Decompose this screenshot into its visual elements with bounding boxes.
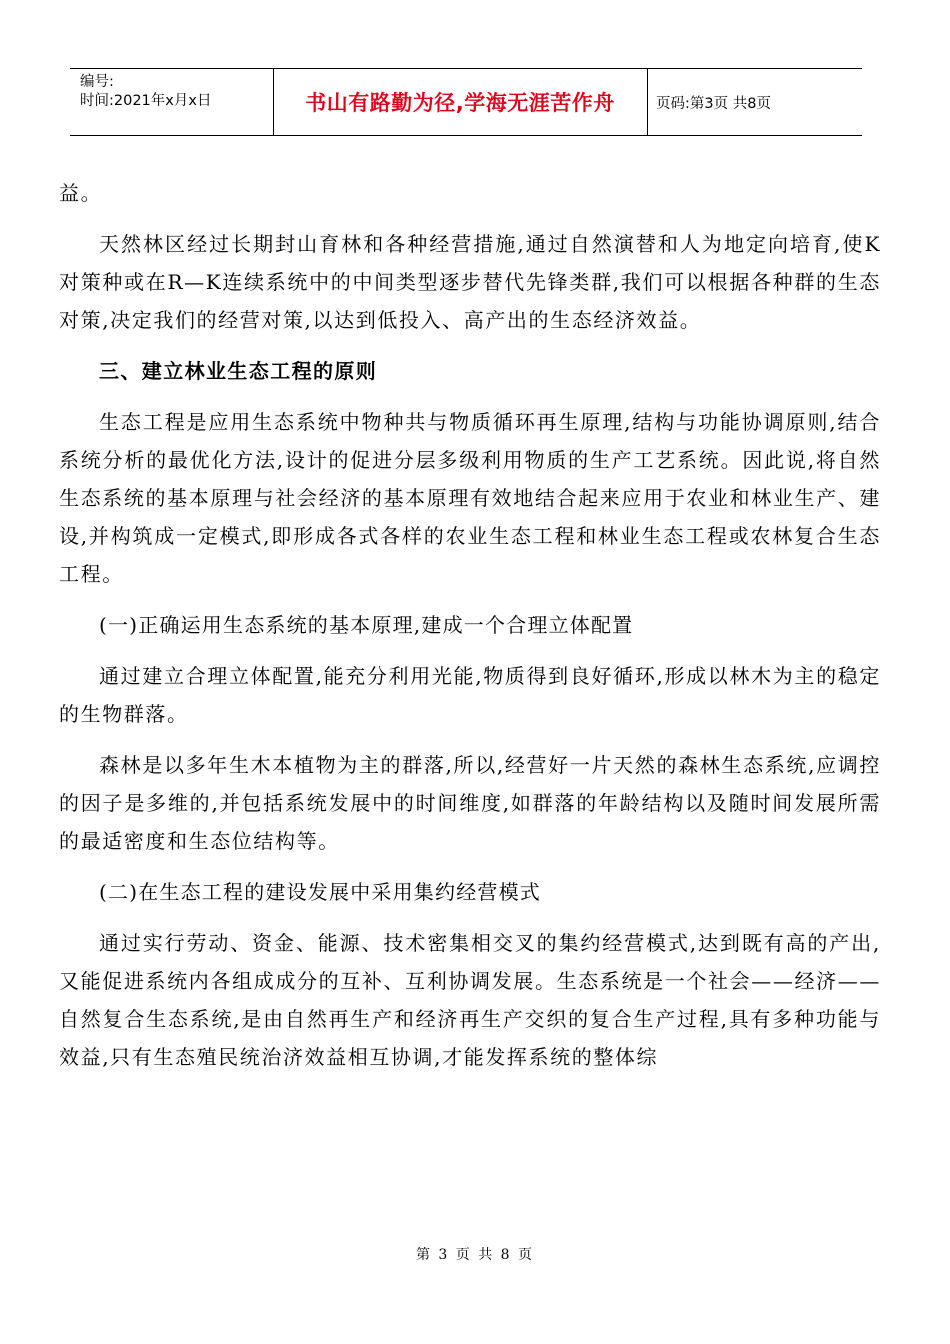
paragraph: 益。 (59, 181, 103, 205)
document-time-label: 时间:2021年x月x日 (80, 93, 212, 109)
page-footer: 第 3 页 共 8 页 (415, 1247, 535, 1263)
paragraph: 生态工程是应用生态系统中物种共与物质循环再生原理,结构与功能协调原则,结合系统分析的最优化方法,设计的促进分层多级利用物质的生产工艺系统。因此说,将自然生态系统的基本原理与社会经济的基本原理有效地结合起来应用于农业和林业生产、建设,并构筑成一定模式,即形成各式各样的农业生态工程和林业生态工程或农林复合生态工程。 (59, 410, 881, 586)
paragraph: 通过建立合理立体配置,能充分利用光能,物质得到良好循环,形成以林木为主的稳定的生物群落。 (59, 664, 881, 726)
header-page-info: 页码:第3页 共8页 (656, 95, 771, 112)
document-body (59, 174, 881, 1089)
section-heading: 三、建立林业生态工程的原则 (99, 359, 378, 383)
header-motto: 书山有路勤为径,学海无涯苦作舟 (305, 91, 615, 115)
subsection-heading: (一)正确运用生态系统的基本原理,建成一个合理立体配置 (99, 613, 634, 637)
subsection-heading: (二)在生态工程的建设发展中采用集约经营模式 (99, 880, 542, 904)
paragraph: 天然林区经过长期封山育林和各种经营措施,通过自然演替和人为地定向培育,使K对策种或在R—K连续系统中的中间类型逐步替代先锋类群,我们可以根据各种群的生态对策,决定我们的经营对策,以达到低投入、高产出的生态经济效益。 (59, 232, 881, 332)
header-meta (80, 73, 211, 111)
page-header (70, 68, 862, 136)
paragraph: 森林是以多年生木本植物为主的群落,所以,经营好一片天然的森林生态系统,应调控的因子是多维的,并包括系统发展中的时间维度,如群落的年龄结构以及随时间发展所需的最适密度和生态位结构等。 (59, 753, 881, 853)
document-number-label: 编号: (80, 74, 114, 90)
paragraph: 通过实行劳动、资金、能源、技术密集相交叉的集约经营模式,达到既有高的产出,又能促进系统内各组成成分的互补、互利协调发展。生态系统是一个社会——经济——自然复合生态系统,是由自然再生产和经济再生产交织的复合生产过程,具有多种功能与效益,只有生态殖民统治济效益相互协调,才能发挥系统的整体综 (59, 931, 881, 1069)
